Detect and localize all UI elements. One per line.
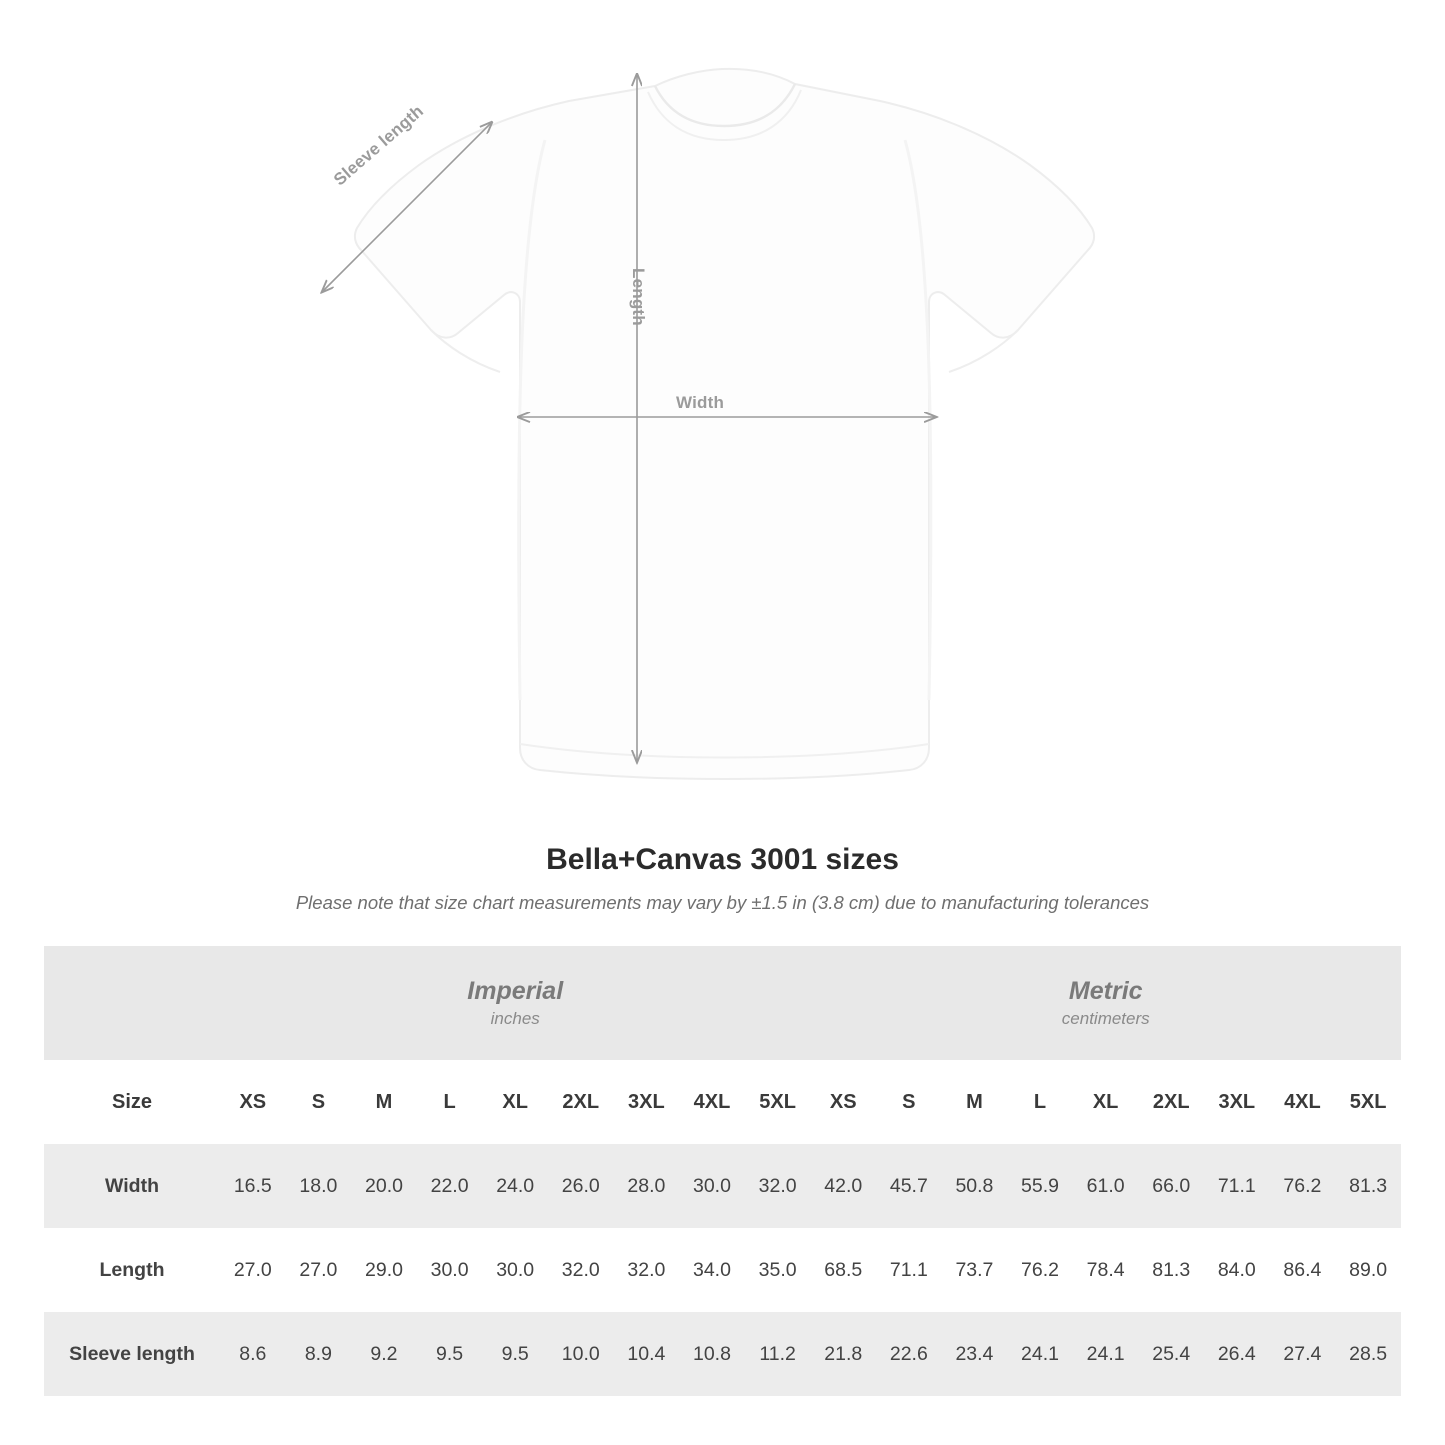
size-col-m-met: M [942,1060,1008,1144]
cell-sleeve-9: 21.8 [810,1312,876,1396]
cell-sleeve-4: 9.5 [482,1312,548,1396]
system-imperial [220,946,810,1060]
size-col-xs-imp: XS [220,1060,286,1144]
size-header-label: Size [44,1060,220,1144]
size-col-5xl-imp: 5XL [745,1060,811,1144]
cell-length-14: 81.3 [1138,1228,1204,1312]
size-col-4xl-met: 4XL [1270,1060,1336,1144]
cell-length-15: 84.0 [1204,1228,1270,1312]
size-col-l-met: L [1007,1060,1073,1144]
cell-width-16: 76.2 [1270,1144,1336,1228]
width-label: Width [676,393,725,412]
system-imperial-name: Imperial [467,976,564,1005]
system-row-corner [44,946,220,1060]
size-col-2xl-met: 2XL [1138,1060,1204,1144]
size-col-s-imp: S [286,1060,352,1144]
cell-width-0: 16.5 [220,1144,286,1228]
cell-sleeve-15: 26.4 [1204,1312,1270,1396]
row-label-sleeve-length: Sleeve length [44,1312,220,1396]
cell-length-11: 73.7 [942,1228,1008,1312]
row-label-width: Width [44,1144,220,1228]
cell-width-9: 42.0 [810,1144,876,1228]
cell-sleeve-14: 25.4 [1138,1312,1204,1396]
cell-sleeve-5: 10.0 [548,1312,614,1396]
cell-length-7: 34.0 [679,1228,745,1312]
size-col-2xl-imp: 2XL [548,1060,614,1144]
cell-width-17: 81.3 [1335,1144,1401,1228]
length-label: Length [629,268,648,326]
size-col-3xl-imp: 3XL [614,1060,680,1144]
cell-width-6: 28.0 [614,1144,680,1228]
size-col-m-imp: M [351,1060,417,1144]
size-col-l-imp: L [417,1060,483,1144]
tshirt-shape [355,69,1094,779]
cell-width-7: 30.0 [679,1144,745,1228]
size-table [44,946,1401,1396]
cell-width-1: 18.0 [286,1144,352,1228]
cell-length-9: 68.5 [810,1228,876,1312]
cell-width-4: 24.0 [482,1144,548,1228]
cell-length-16: 86.4 [1270,1228,1336,1312]
tolerance-note: Please note that size chart measurements may vary by ±1.5 in (3.8 cm) due to manufacturing tolerances [295,892,1150,913]
table-row [44,1312,1401,1396]
cell-length-8: 35.0 [745,1228,811,1312]
table-row [44,1144,1401,1228]
cell-sleeve-6: 10.4 [614,1312,680,1396]
cell-length-0: 27.0 [220,1228,286,1312]
row-label-length: Length [44,1228,220,1312]
size-col-4xl-imp: 4XL [679,1060,745,1144]
cell-length-6: 32.0 [614,1228,680,1312]
size-table-wrapper [44,946,1401,1396]
cell-sleeve-1: 8.9 [286,1312,352,1396]
cell-sleeve-12: 24.1 [1007,1312,1073,1396]
sleeve-length-label: Sleeve length [330,101,428,190]
size-col-xl-met: XL [1073,1060,1139,1144]
size-header-row [44,1060,1401,1144]
cell-sleeve-13: 24.1 [1073,1312,1139,1396]
cell-length-17: 89.0 [1335,1228,1401,1312]
cell-sleeve-2: 9.2 [351,1312,417,1396]
cell-width-5: 26.0 [548,1144,614,1228]
cell-width-12: 55.9 [1007,1144,1073,1228]
size-col-xl-imp: XL [482,1060,548,1144]
system-metric-name: Metric [1068,976,1143,1005]
cell-sleeve-0: 8.6 [220,1312,286,1396]
cell-sleeve-16: 27.4 [1270,1312,1336,1396]
cell-sleeve-10: 22.6 [876,1312,942,1396]
cell-width-14: 66.0 [1138,1144,1204,1228]
cell-length-13: 78.4 [1073,1228,1139,1312]
cell-length-2: 29.0 [351,1228,417,1312]
system-imperial-unit: inches [490,1009,540,1029]
system-metric [810,946,1401,1060]
cell-length-12: 76.2 [1007,1228,1073,1312]
system-header-row [44,946,1401,1060]
cell-length-10: 71.1 [876,1228,942,1312]
cell-sleeve-8: 11.2 [745,1312,811,1396]
size-col-5xl-met: 5XL [1335,1060,1401,1144]
system-metric-unit: centimeters [1061,1009,1150,1029]
size-col-3xl-met: 3XL [1204,1060,1270,1144]
cell-length-4: 30.0 [482,1228,548,1312]
cell-sleeve-11: 23.4 [942,1312,1008,1396]
cell-width-2: 20.0 [351,1144,417,1228]
cell-width-15: 71.1 [1204,1144,1270,1228]
cell-width-10: 45.7 [876,1144,942,1228]
page-title: Bella+Canvas 3001 sizes [546,843,899,876]
size-col-s-met: S [876,1060,942,1144]
title-block [0,840,1445,914]
cell-width-13: 61.0 [1073,1144,1139,1228]
cell-length-1: 27.0 [286,1228,352,1312]
cell-width-8: 32.0 [745,1144,811,1228]
cell-sleeve-7: 10.8 [679,1312,745,1396]
cell-sleeve-3: 9.5 [417,1312,483,1396]
cell-width-3: 22.0 [417,1144,483,1228]
cell-width-11: 50.8 [942,1144,1008,1228]
size-col-xs-met: XS [810,1060,876,1144]
cell-sleeve-17: 28.5 [1335,1312,1401,1396]
cell-length-5: 32.0 [548,1228,614,1312]
table-row [44,1228,1401,1312]
cell-length-3: 30.0 [417,1228,483,1312]
